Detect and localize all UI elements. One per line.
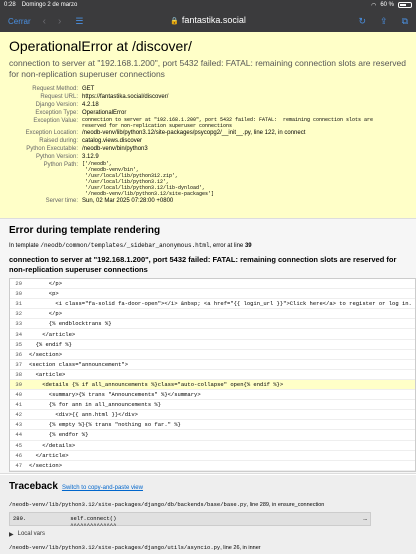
- reload-icon[interactable]: ↻: [358, 15, 367, 26]
- template-path: /neodb/common/templates/_sidebar_anonymous.html: [40, 242, 210, 249]
- line-number: 30: [15, 290, 22, 298]
- line-code: </article>: [29, 330, 76, 338]
- line-code: </p>: [29, 310, 63, 318]
- line-code: <p>: [29, 290, 59, 298]
- source-line: [10, 441, 415, 451]
- status-bar: [0, 0, 416, 10]
- switch-view-link[interactable]: Switch to copy-and-paste view: [61, 485, 143, 491]
- template-location: In template /neodb/common/templates/_sidebar_anonymous.html, error at line 39: [9, 242, 252, 249]
- frame-path: /neodb-venv/lib/python3.12/site-packages/django/db/backends/base/base.py: [9, 501, 247, 508]
- source-line: [10, 451, 415, 461]
- meta-row: Django Version: 4.2.18: [35, 102, 99, 108]
- meta-row: Request Method: GET: [32, 86, 95, 92]
- share-icon[interactable]: ⇪: [380, 15, 388, 26]
- line-number: 29: [15, 280, 22, 288]
- line-code: <summary>{% trans "Announcements" %}</summary>: [29, 391, 201, 399]
- source-line: [10, 299, 415, 309]
- source-line: [10, 471, 415, 472]
- line-code: <div>{{ ann.html }}</div>: [29, 411, 138, 419]
- meta-row: Exception Type: OperationalError: [35, 110, 127, 116]
- frame-caret: ^^^^^^^^^^^^^^: [70, 522, 117, 529]
- url-text: fantastika.social: [181, 15, 246, 25]
- expand-context-icon[interactable]: …: [363, 515, 367, 522]
- line-number: 36: [15, 350, 22, 358]
- source-line: [10, 350, 415, 360]
- line-code: <section class="announcement">: [29, 360, 129, 368]
- line-number: 31: [15, 300, 22, 308]
- source-line: [10, 340, 415, 350]
- line-number: 45: [15, 441, 22, 449]
- line-code: {% endif %}: [29, 340, 72, 348]
- battery-percent: 60 %: [380, 2, 394, 8]
- source-line: [10, 461, 415, 471]
- line-code: <i class="fa-solid fa-door-open"></i> &nbsp; <a href="{{ login_url }}">Click here</a> to register or log in.: [29, 300, 412, 308]
- template-error-heading: Error during template rendering: [9, 225, 161, 236]
- close-button[interactable]: Cerrar: [8, 16, 31, 26]
- browser-toolbar: [0, 10, 416, 32]
- line-number: 38: [15, 370, 22, 378]
- request-meta-table: [9, 85, 407, 205]
- frame-line-number: 289.: [13, 515, 27, 522]
- status-date: Domingo 2 de marzo: [21, 2, 78, 8]
- exception-value-heading: connection to server at "192.168.1.200", port 5432 failed: FATAL: remaining connection slots are reserved for non-replication superuser connections: [9, 58, 406, 79]
- meta-row: Exception Value: connection to server at "192.168.1.200", port 5432 failed: FATAL: remaining connection slots are reserved for non-replication superuser connections: [33, 117, 374, 129]
- address-bar[interactable]: [0, 15, 416, 25]
- line-number: 46: [15, 451, 22, 459]
- forward-icon[interactable]: ›: [58, 15, 62, 27]
- traceback-heading: Traceback: [9, 481, 58, 492]
- source-line: [10, 430, 415, 440]
- source-line: [10, 309, 415, 319]
- line-number: 34: [15, 330, 22, 338]
- line-code: </p>: [29, 280, 63, 288]
- wifi-icon: ◠: [371, 2, 377, 9]
- line-number: 33: [15, 320, 22, 328]
- source-line: [10, 289, 415, 299]
- source-line: [10, 319, 415, 329]
- line-number: 47: [15, 461, 22, 469]
- source-line: [10, 370, 415, 380]
- meta-row: Python Path: ['/neodb', '/neodb-venv/bin', '/usr/local/lib/python312.zip', '/usr/local/lib/python3.12', '/usr/local/lib/python3.12/lib-dynload', '/neodb-venv/lib/python3.12/site-packages']: [43, 161, 215, 197]
- line-code: </article>: [29, 451, 69, 459]
- line-number: 43: [15, 421, 22, 429]
- tabs-icon[interactable]: ⧉: [401, 15, 408, 26]
- line-code: {% empty %}{% trans "nothing so far." %}: [29, 421, 181, 429]
- line-code: <article>: [29, 370, 66, 378]
- line-number: 44: [15, 431, 22, 439]
- template-error-line: 39: [244, 243, 252, 249]
- source-line: [10, 420, 415, 430]
- line-code: </section>: [29, 350, 63, 358]
- triangle-right-icon: ▶: [9, 532, 14, 538]
- line-number: 41: [15, 401, 22, 409]
- line-number: 42: [15, 411, 22, 419]
- source-line: [10, 279, 415, 289]
- source-line: [10, 410, 415, 420]
- line-number: 40: [15, 391, 22, 399]
- line-code: {% for ann in all_announcements %}: [29, 401, 162, 409]
- battery-icon: [398, 2, 412, 8]
- line-number: 39: [15, 380, 22, 388]
- template-source-table: [9, 278, 416, 472]
- page-title: OperationalError at /discover/: [9, 38, 192, 54]
- frame-context[interactable]: [9, 512, 371, 529]
- line-code: </details>: [29, 441, 76, 449]
- meta-row: Exception Location: /neodb-venv/lib/python3.12/site-packages/psycopg2/__init__.py, line 122, in connect: [25, 130, 306, 136]
- traceback-section: [0, 475, 416, 554]
- source-line-highlighted: [10, 380, 415, 390]
- error-summary: [0, 32, 416, 219]
- source-line: [10, 329, 415, 339]
- meta-row: Server time: Sun, 02 Mar 2025 07:28:00 +0800: [45, 198, 174, 204]
- line-code: {% endfor %}: [29, 431, 89, 439]
- reader-icon[interactable]: ☰: [75, 15, 84, 26]
- traceback-frame: /neodb-venv/lib/python3.12/site-packages/django/utils/asyncio.py, line 26, in inner: [9, 544, 261, 551]
- meta-row: Raised during: catalog.views.discover: [39, 138, 143, 144]
- line-number: 32: [15, 310, 22, 318]
- line-code: </section>: [29, 461, 63, 469]
- traceback-frame: /neodb-venv/lib/python3.12/site-packages/django/db/backends/base/base.py, line 289, in ensure_connection: [9, 501, 325, 508]
- status-time: 0:28: [4, 2, 16, 8]
- source-line: [10, 390, 415, 400]
- source-line: [10, 400, 415, 410]
- lock-icon: 🔒: [170, 18, 179, 25]
- back-icon[interactable]: ‹: [42, 15, 47, 27]
- frame-path: /neodb-venv/lib/python3.12/site-packages/django/utils/asyncio.py: [9, 544, 221, 551]
- meta-row: Python Executable: /neodb-venv/bin/python3: [26, 146, 148, 152]
- local-vars-toggle[interactable]: ▶ Local vars: [9, 531, 45, 538]
- template-error-message: connection to server at "192.168.1.200", port 5432 failed: FATAL: remaining connection slots are reserved for non-replication superuser connections: [9, 255, 397, 274]
- line-code: {% endblocktrans %}: [29, 320, 112, 328]
- frame-code: self.connect(): [70, 515, 117, 522]
- line-number: 37: [15, 360, 22, 368]
- source-line: [10, 360, 415, 370]
- line-code: <details {% if all_announcements %}class="auto-collapse" open{% endif %}>: [29, 380, 284, 388]
- meta-row: Python Version: 3.12.9: [35, 154, 99, 160]
- line-number: 35: [15, 340, 22, 348]
- meta-row: Request URL: https://fantastika.social/discover/: [40, 94, 169, 100]
